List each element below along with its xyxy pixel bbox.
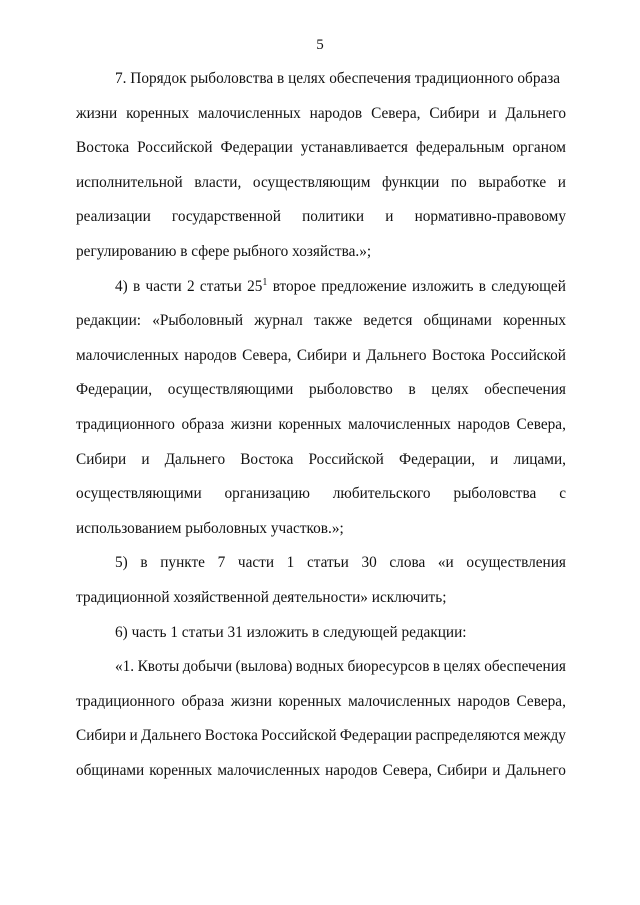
- word: Дальнего: [164, 450, 226, 468]
- word: общинами: [76, 761, 145, 779]
- text-line: [76, 443, 566, 478]
- word: коренных: [149, 761, 213, 779]
- word: реализации: [76, 208, 151, 226]
- word: и: [557, 173, 566, 191]
- word: Дальнего: [366, 346, 427, 364]
- word: образа: [181, 692, 225, 710]
- word: пункте: [160, 554, 205, 572]
- word: Востока: [431, 346, 486, 364]
- word: распределяются: [415, 727, 521, 745]
- word: Сибири: [429, 104, 480, 122]
- text-line: [76, 235, 566, 270]
- word: народов: [457, 415, 510, 433]
- word: Севера,: [516, 692, 566, 710]
- word: изложить: [411, 277, 474, 295]
- word: Квоты: [137, 658, 180, 676]
- word: части: [237, 554, 275, 572]
- word: жизни: [230, 415, 272, 433]
- word: 7. Порядок рыболовства в целях обеспечения традиционного образа: [115, 70, 561, 87]
- text-line: [76, 685, 566, 720]
- word: и: [488, 104, 497, 122]
- word: власти,: [194, 173, 242, 191]
- word: водных: [295, 658, 344, 676]
- word: выработке: [478, 173, 547, 191]
- text-line: [76, 166, 566, 201]
- word: $25^1$: [247, 276, 268, 295]
- word: нормативно-правовому: [414, 208, 566, 226]
- text-line: [76, 754, 566, 789]
- word: «1.: [115, 658, 135, 676]
- word: и: [129, 727, 138, 745]
- word: обеспечения: [484, 381, 566, 399]
- word: Федерации,: [398, 450, 476, 468]
- superscript: 1: [262, 276, 268, 288]
- text-line: [76, 408, 566, 443]
- word: в: [133, 277, 141, 295]
- word: Дальнего: [505, 104, 566, 122]
- word: обеспечения: [484, 658, 566, 676]
- word: Дальнего: [140, 727, 202, 745]
- word: в: [432, 658, 441, 676]
- text-line: [76, 97, 566, 132]
- word: Сибири: [76, 727, 127, 745]
- word: следующей: [491, 277, 566, 295]
- word: Российской: [261, 727, 337, 745]
- word: Федерации,: [76, 381, 153, 399]
- word: Севера,: [516, 415, 566, 433]
- word: 4): [115, 277, 128, 295]
- word: народов: [457, 692, 510, 710]
- word: народов: [325, 761, 378, 779]
- word: Российской: [308, 450, 384, 468]
- word: Сибири: [76, 450, 127, 468]
- word: Сибири: [296, 346, 348, 364]
- word: 1: [286, 554, 295, 572]
- word: любительского: [332, 485, 431, 503]
- word: рыболовства: [453, 485, 537, 503]
- text-line: [76, 304, 566, 339]
- word: малочисленных: [348, 692, 451, 710]
- word: 2: [186, 277, 195, 295]
- word: Востока: [76, 139, 130, 157]
- word: Севера,: [242, 346, 292, 364]
- word: регулированию в сфере рыбного хозяйства.»;: [76, 242, 372, 260]
- word: устанавливается: [300, 139, 408, 157]
- word: статьи: [199, 277, 242, 295]
- word: по: [450, 173, 467, 191]
- word: предложение: [321, 277, 407, 295]
- word: использованием рыболовных участков.»;: [76, 519, 344, 537]
- word: Российской: [137, 139, 213, 157]
- document-body: [76, 62, 566, 788]
- word: статьи: [306, 554, 349, 572]
- word: части: [145, 277, 182, 295]
- text-line: [76, 339, 566, 374]
- word: и: [141, 450, 150, 468]
- word: Севера,: [371, 104, 421, 122]
- word: жизни: [230, 692, 272, 710]
- word: коренных: [278, 415, 342, 433]
- word: биоресурсов: [347, 658, 430, 676]
- word: государственной: [171, 208, 281, 226]
- word: добычи: [182, 658, 233, 676]
- word: второе: [272, 277, 316, 295]
- word: функции: [382, 173, 440, 191]
- word: также: [313, 312, 353, 330]
- word: и: [490, 450, 499, 468]
- word: исполнительной: [76, 173, 183, 191]
- word: политики: [302, 208, 365, 226]
- word: в: [408, 381, 416, 399]
- text-line: [76, 512, 566, 547]
- word: целях: [431, 381, 469, 399]
- word: «и: [437, 554, 454, 572]
- word: народов: [184, 346, 237, 364]
- word: федеральным: [415, 139, 505, 157]
- word: 5): [115, 554, 128, 572]
- text-line: [76, 616, 566, 651]
- word: «Рыболовный: [152, 312, 244, 330]
- word: слова: [389, 554, 426, 572]
- text-line: [76, 477, 566, 512]
- word: Востока: [204, 727, 258, 745]
- word: Российской: [490, 346, 566, 364]
- word: и: [352, 346, 361, 364]
- word: рыболовство: [309, 381, 393, 399]
- word: (вылова): [235, 658, 293, 676]
- word: лицами,: [513, 450, 566, 468]
- word: малочисленных: [198, 104, 301, 122]
- text-line: [76, 200, 566, 235]
- word: Дальнего: [505, 761, 566, 779]
- word: и: [492, 761, 501, 779]
- word: с: [559, 485, 566, 503]
- word: в: [478, 277, 486, 295]
- text-line: [76, 131, 566, 166]
- word: малочисленных: [76, 346, 179, 364]
- word: образа: [181, 415, 225, 433]
- word: Севера,: [382, 761, 433, 779]
- word: осуществляющими: [76, 485, 202, 503]
- text-line: [76, 581, 566, 616]
- word: осуществляющими: [167, 381, 294, 399]
- word: Федерации: [220, 139, 293, 157]
- word: коренных: [502, 312, 566, 330]
- word: коренных: [278, 692, 342, 710]
- word: журнал: [254, 312, 303, 330]
- word: традиционной хозяйственной деятельности» исключить;: [76, 588, 447, 606]
- text-line: [76, 650, 566, 685]
- word: целях: [443, 658, 481, 676]
- word: ведется: [363, 312, 413, 330]
- word: организацию: [224, 485, 310, 503]
- word: между: [523, 727, 566, 745]
- word: общинами: [423, 312, 492, 330]
- word: Сибири: [437, 761, 488, 779]
- word: редакции:: [76, 312, 142, 330]
- word: 7: [217, 554, 226, 572]
- word: традиционного: [76, 692, 175, 710]
- page-number: 5: [316, 37, 324, 53]
- text-line: [76, 270, 566, 305]
- text-line: [76, 719, 566, 754]
- text-line: [76, 62, 566, 97]
- word: традиционного: [76, 415, 175, 433]
- text-line: [76, 546, 566, 581]
- word: Федерации: [339, 727, 413, 745]
- word: коренных: [126, 104, 190, 122]
- word: 30: [361, 554, 377, 572]
- word: в: [140, 554, 148, 572]
- word: малочисленных: [217, 761, 321, 779]
- word: осуществления: [466, 554, 566, 572]
- word: осуществляющим: [252, 173, 371, 191]
- word: и: [385, 208, 394, 226]
- text-line: [76, 373, 566, 408]
- word: малочисленных: [348, 415, 451, 433]
- word: Востока: [240, 450, 294, 468]
- word: 6) часть 1 статьи 31 изложить в следующей редакции:: [115, 623, 467, 641]
- word: органом: [512, 139, 566, 157]
- word: народов: [309, 104, 363, 122]
- word: жизни: [76, 104, 118, 122]
